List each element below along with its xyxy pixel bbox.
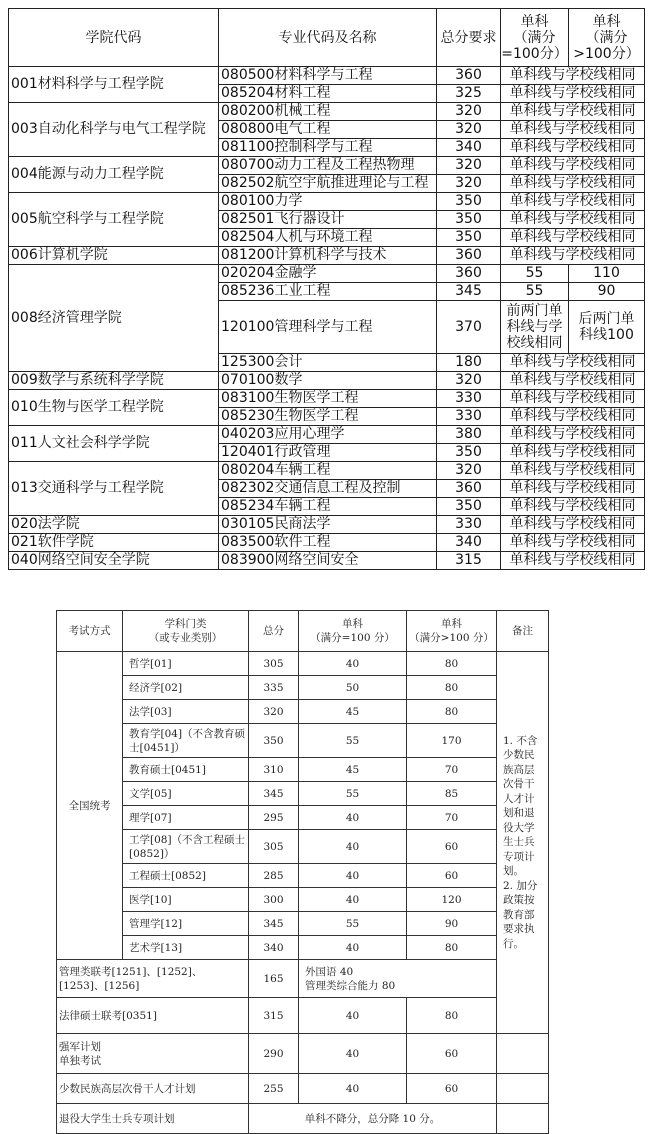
college-cell: 003自动化科学与电气工程学院 <box>9 103 219 157</box>
single-cell: 单科线与学校线相同 <box>501 354 645 372</box>
single-gt100-cell: 110 <box>569 265 645 283</box>
header-category: 学科门类 （或专业类别） <box>123 611 249 652</box>
table-row <box>57 912 549 936</box>
major-cell: 085230生物医学工程 <box>219 408 437 426</box>
single-gt100-cell: 85 <box>407 782 497 806</box>
college-score-table <box>8 8 645 570</box>
table-row <box>9 67 645 85</box>
major-cell: 125300会计 <box>219 354 437 372</box>
single-cell: 单科线与学校线相同 <box>501 211 645 229</box>
table-row <box>9 390 645 408</box>
total-cell: 360 <box>437 247 501 265</box>
major-cell: 085234车辆工程 <box>219 498 437 516</box>
single-100-cell: 40 <box>299 888 407 912</box>
total-cell: 325 <box>437 85 501 103</box>
total-cell: 320 <box>437 372 501 390</box>
total-cell: 315 <box>249 998 299 1034</box>
header-total: 总分 <box>249 611 299 652</box>
single-gt100-cell: 90 <box>407 912 497 936</box>
major-cell: 082502航空宇航推进理论与工程 <box>219 175 437 193</box>
header-single-100: 单科 （满分=100 分） <box>299 611 407 652</box>
header-college: 学院代码 <box>9 9 219 67</box>
major-cell: 030105民商法学 <box>219 516 437 534</box>
table-row <box>57 676 549 700</box>
table-row <box>9 247 645 265</box>
single-100-cell: 40 <box>299 936 407 960</box>
total-cell: 165 <box>249 960 299 998</box>
single-cell: 单科线与学校线相同 <box>501 498 645 516</box>
single-cell: 单科线与学校线相同 <box>501 444 645 462</box>
header-total: 总分要求 <box>437 9 501 67</box>
table-row <box>57 1034 549 1074</box>
table-row <box>57 782 549 806</box>
total-cell: 350 <box>437 498 501 516</box>
total-cell: 320 <box>437 157 501 175</box>
header-single-gt100: 单科 （满分>100 分） <box>407 611 497 652</box>
single-100-cell: 45 <box>299 700 407 724</box>
single-100-cell: 55 <box>299 912 407 936</box>
table-row <box>57 888 549 912</box>
single-gt100-cell: 80 <box>407 676 497 700</box>
single-cell: 单科线与学校线相同 <box>501 390 645 408</box>
single-cell: 单科线与学校线相同 <box>501 121 645 139</box>
major-cell: 070100数学 <box>219 372 437 390</box>
total-cell: 295 <box>249 806 299 830</box>
category-cell: 医学[10] <box>123 888 249 912</box>
single-100-cell: 50 <box>299 676 407 700</box>
category-cell: 哲学[01] <box>123 652 249 676</box>
empty-note-cell <box>497 1034 549 1074</box>
total-cell: 350 <box>437 211 501 229</box>
total-cell: 370 <box>437 301 501 354</box>
note-cell: 1. 不含少数民族高层次骨干人才计划和退役大学生士兵专项计划。 2. 加分政策按教育部要求执行。 <box>497 652 549 1034</box>
single-cell: 单科线与学校线相同 <box>501 516 645 534</box>
army-label: 强军计划 单独考试 <box>57 1034 249 1074</box>
single-cell: 单科线与学校线相同 <box>501 157 645 175</box>
total-cell: 300 <box>249 888 299 912</box>
total-cell: 340 <box>437 139 501 157</box>
table-row <box>9 265 645 283</box>
category-cell: 工程硕士[0852] <box>123 864 249 888</box>
table-row <box>9 103 645 121</box>
major-cell: 080700动力工程及工程热物理 <box>219 157 437 175</box>
total-cell: 340 <box>437 534 501 552</box>
single-cell: 单科线与学校线相同 <box>501 480 645 498</box>
category-cell: 工学[08]（不含工程硕士[0852]） <box>123 830 249 864</box>
total-cell: 285 <box>249 864 299 888</box>
category-cell: 文学[05] <box>123 782 249 806</box>
national-score-table <box>56 610 549 1134</box>
table-row <box>9 426 645 444</box>
college-cell: 005航空科学与工程学院 <box>9 193 219 247</box>
table-row <box>57 652 549 676</box>
college-cell: 021软件学院 <box>9 534 219 552</box>
single-cell: 单科线与学校线相同 <box>501 139 645 157</box>
category-cell: 教育学[04]（不含教育硕士[0451]） <box>123 724 249 758</box>
major-cell: 040203应用心理学 <box>219 426 437 444</box>
major-cell: 085236工业工程 <box>219 283 437 301</box>
header-major: 专业代码及名称 <box>219 9 437 67</box>
single-cell: 单科线与学校线相同 <box>501 247 645 265</box>
single-100-cell: 40 <box>299 864 407 888</box>
total-cell: 305 <box>249 830 299 864</box>
single-100-cell: 55 <box>501 265 569 283</box>
total-cell: 350 <box>437 193 501 211</box>
total-cell: 305 <box>249 652 299 676</box>
single-gt100-cell: 80 <box>407 652 497 676</box>
table-row <box>57 830 549 864</box>
table-row <box>57 936 549 960</box>
total-cell: 345 <box>437 283 501 301</box>
total-cell: 330 <box>437 516 501 534</box>
major-cell: 120401行政管理 <box>219 444 437 462</box>
single-100-cell: 前两门单科线与学校线相同 <box>501 301 569 354</box>
major-cell: 081100控制科学与工程 <box>219 139 437 157</box>
single-gt100-cell: 170 <box>407 724 497 758</box>
major-cell: 080800电气工程 <box>219 121 437 139</box>
header-row <box>9 9 645 67</box>
single-gt100-cell: 60 <box>407 1074 497 1104</box>
national-exam-label: 全国统考 <box>57 652 123 960</box>
total-cell: 290 <box>249 1034 299 1074</box>
single-100-cell: 40 <box>299 830 407 864</box>
college-cell: 009数学与系统科学学院 <box>9 372 219 390</box>
total-cell: 330 <box>437 390 501 408</box>
veteran-label: 退役大学生士兵专项计划 <box>57 1104 249 1134</box>
college-cell: 008经济管理学院 <box>9 265 219 372</box>
total-cell: 315 <box>437 552 501 570</box>
table-row <box>9 372 645 390</box>
total-cell: 350 <box>437 444 501 462</box>
total-cell: 360 <box>437 480 501 498</box>
single-100-cell: 55 <box>299 724 407 758</box>
single-cell: 单科线与学校线相同 <box>501 103 645 121</box>
header-single-gt100: 单科 （满分 >100分） <box>569 9 645 67</box>
single-cell: 单科线与学校线相同 <box>501 229 645 247</box>
major-cell: 081200计算机科学与技术 <box>219 247 437 265</box>
single-100-cell: 40 <box>299 1074 407 1104</box>
table-row <box>57 724 549 758</box>
single-gt100-cell: 60 <box>407 830 497 864</box>
category-cell: 经济学[02] <box>123 676 249 700</box>
major-cell: 080100力学 <box>219 193 437 211</box>
single-gt100-cell: 70 <box>407 806 497 830</box>
major-cell: 082302交通信息工程及控制 <box>219 480 437 498</box>
table-row <box>57 960 549 998</box>
single-100-cell: 40 <box>299 806 407 830</box>
header-method: 考试方式 <box>57 611 123 652</box>
single-gt100-cell: 60 <box>407 1034 497 1074</box>
single-cell: 单科线与学校线相同 <box>501 408 645 426</box>
single-cell: 单科线与学校线相同 <box>501 534 645 552</box>
single-gt100-cell: 后两门单科线100 <box>569 301 645 354</box>
category-cell: 教育硕士[0451] <box>123 758 249 782</box>
header-note: 备注 <box>497 611 549 652</box>
total-cell: 180 <box>437 354 501 372</box>
header-row <box>57 611 549 652</box>
total-cell: 350 <box>249 724 299 758</box>
major-cell: 080204车辆工程 <box>219 462 437 480</box>
single-cell: 单科线与学校线相同 <box>501 426 645 444</box>
single-100-cell: 55 <box>299 782 407 806</box>
total-cell: 320 <box>437 175 501 193</box>
table-row <box>57 864 549 888</box>
college-cell: 020法学院 <box>9 516 219 534</box>
empty-note-cell <box>497 1104 549 1134</box>
table-row <box>57 1104 549 1134</box>
veteran-detail: 单科不降分，总分降 10 分。 <box>249 1104 497 1134</box>
single-cell: 单科线与学校线相同 <box>501 175 645 193</box>
mgmt-label: 管理类联考[1251]、[1252]、[1253]、[1256] <box>57 960 249 998</box>
table-row <box>57 700 549 724</box>
single-gt100-cell: 60 <box>407 864 497 888</box>
category-cell: 管理学[12] <box>123 912 249 936</box>
total-cell: 340 <box>249 936 299 960</box>
total-cell: 320 <box>437 462 501 480</box>
single-100-cell: 40 <box>299 1034 407 1074</box>
single-100-cell: 45 <box>299 758 407 782</box>
empty-note-cell <box>497 1074 549 1104</box>
single-gt100-cell: 90 <box>569 283 645 301</box>
table-row <box>9 193 645 211</box>
single-cell: 单科线与学校线相同 <box>501 67 645 85</box>
college-cell: 004能源与动力工程学院 <box>9 157 219 193</box>
major-cell: 083500软件工程 <box>219 534 437 552</box>
single-cell: 单科线与学校线相同 <box>501 372 645 390</box>
single-100-cell: 55 <box>501 283 569 301</box>
major-cell: 080500材料科学与工程 <box>219 67 437 85</box>
single-gt100-cell: 80 <box>407 936 497 960</box>
total-cell: 345 <box>249 782 299 806</box>
table-row <box>57 758 549 782</box>
table-row <box>57 806 549 830</box>
table-row <box>9 157 645 175</box>
single-gt100-cell: 80 <box>407 998 497 1034</box>
total-cell: 360 <box>437 265 501 283</box>
total-cell: 360 <box>437 67 501 85</box>
law-label: 法律硕士联考[0351] <box>57 998 249 1034</box>
single-100-cell: 40 <box>299 998 407 1034</box>
table-row <box>57 1074 549 1104</box>
single-cell: 单科线与学校线相同 <box>501 85 645 103</box>
category-cell: 理学[07] <box>123 806 249 830</box>
major-cell: 120100管理科学与工程 <box>219 301 437 354</box>
mgmt-detail: 外国语 40 管理类综合能力 80 <box>299 960 497 998</box>
major-cell: 020204金融学 <box>219 265 437 283</box>
total-cell: 320 <box>437 121 501 139</box>
table-row <box>57 998 549 1034</box>
college-cell: 011人文社会科学学院 <box>9 426 219 462</box>
table-row <box>9 462 645 480</box>
table-row <box>9 552 645 570</box>
single-cell: 单科线与学校线相同 <box>501 462 645 480</box>
single-100-cell: 40 <box>299 652 407 676</box>
college-cell: 040网络空间安全学院 <box>9 552 219 570</box>
single-gt100-cell: 80 <box>407 700 497 724</box>
major-cell: 085204材料工程 <box>219 85 437 103</box>
header-single-100: 单科 （满分 =100分） <box>501 9 569 67</box>
single-gt100-cell: 120 <box>407 888 497 912</box>
table-row <box>9 516 645 534</box>
major-cell: 082501飞行器设计 <box>219 211 437 229</box>
total-cell: 330 <box>437 408 501 426</box>
minority-label: 少数民族高层次骨干人才计划 <box>57 1074 249 1104</box>
single-gt100-cell: 70 <box>407 758 497 782</box>
table-row <box>9 534 645 552</box>
college-cell: 006计算机学院 <box>9 247 219 265</box>
category-cell: 艺术学[13] <box>123 936 249 960</box>
total-cell: 350 <box>437 229 501 247</box>
total-cell: 345 <box>249 912 299 936</box>
college-cell: 001材料科学与工程学院 <box>9 67 219 103</box>
single-cell: 单科线与学校线相同 <box>501 552 645 570</box>
major-cell: 080200机械工程 <box>219 103 437 121</box>
total-cell: 320 <box>249 700 299 724</box>
total-cell: 380 <box>437 426 501 444</box>
major-cell: 082504人机与环境工程 <box>219 229 437 247</box>
major-cell: 083100生物医学工程 <box>219 390 437 408</box>
college-cell: 013交通科学与工程学院 <box>9 462 219 516</box>
total-cell: 335 <box>249 676 299 700</box>
college-cell: 010生物与医学工程学院 <box>9 390 219 426</box>
total-cell: 310 <box>249 758 299 782</box>
single-cell: 单科线与学校线相同 <box>501 193 645 211</box>
major-cell: 083900网络空间安全 <box>219 552 437 570</box>
total-cell: 320 <box>437 103 501 121</box>
category-cell: 法学[03] <box>123 700 249 724</box>
total-cell: 255 <box>249 1074 299 1104</box>
